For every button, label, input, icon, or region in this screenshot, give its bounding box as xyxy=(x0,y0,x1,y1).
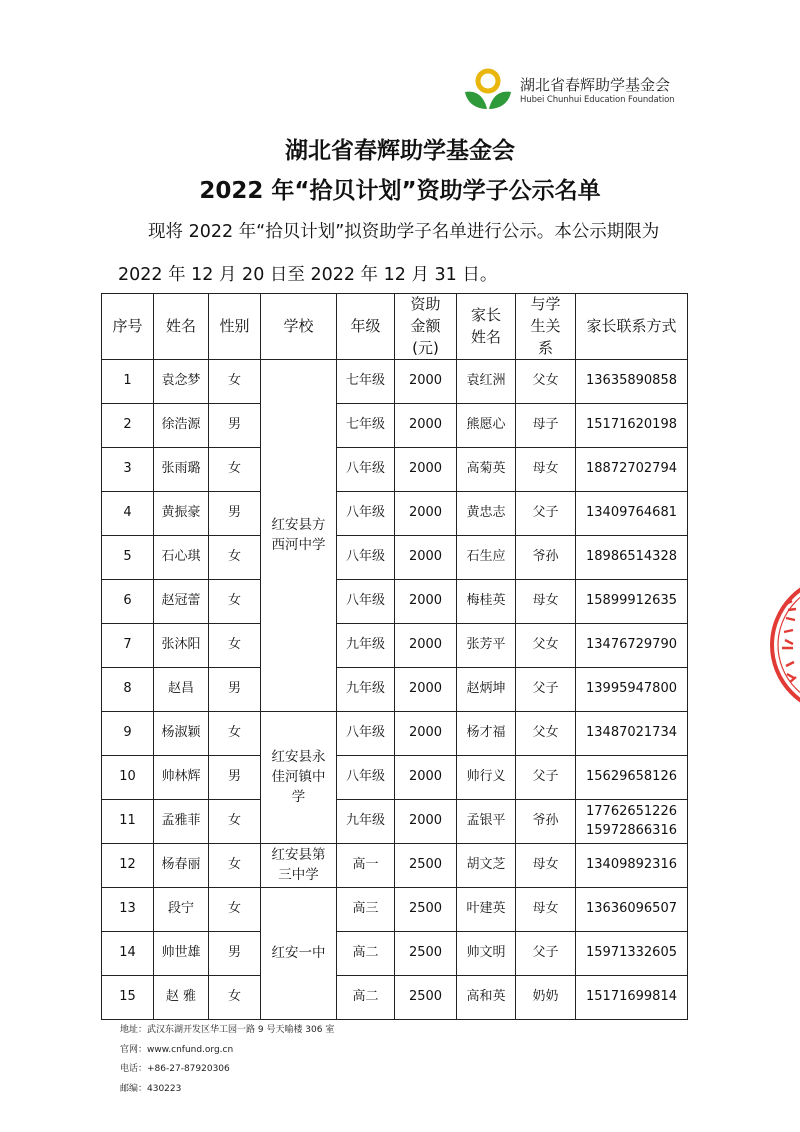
cell-amount: 2500 xyxy=(395,888,457,932)
cell-grade: 八年级 xyxy=(337,492,395,536)
cell-amount: 2000 xyxy=(395,580,457,624)
foundation-logo xyxy=(462,68,692,114)
cell-no: 1 xyxy=(102,360,154,404)
cell-phone: 13487021734 xyxy=(576,712,688,756)
cell-grade: 七年级 xyxy=(337,404,395,448)
logo-org-name-en: Hubei Chunhui Education Foundation xyxy=(520,95,675,105)
cell-parent: 高菊英 xyxy=(457,448,516,492)
cell-phone: 15971332605 xyxy=(576,932,688,976)
cell-gender: 女 xyxy=(209,976,261,1020)
footer-website: 官网：www.cnfund.org.cn xyxy=(120,1044,234,1055)
header-relation: 与学生关系 xyxy=(516,294,576,360)
footer-address: 地址：武汉东湖开发区华工园一路 9 号天喻楼 306 室 xyxy=(120,1025,335,1035)
cell-parent: 张芳平 xyxy=(457,624,516,668)
cell-school xyxy=(261,360,337,712)
cell-phone-line1: 17762651226 xyxy=(586,803,677,819)
cell-phone: 13636096507 xyxy=(576,888,688,932)
cell-name: 袁念梦 xyxy=(154,360,209,404)
cell-grade: 八年级 xyxy=(337,756,395,800)
cell-no: 11 xyxy=(102,800,154,844)
cell-no: 10 xyxy=(102,756,154,800)
cell-parent: 杨才福 xyxy=(457,712,516,756)
cell-gender: 女 xyxy=(209,888,261,932)
cell-gender: 男 xyxy=(209,756,261,800)
cell-no: 15 xyxy=(102,976,154,1020)
cell-amount: 2000 xyxy=(395,536,457,580)
cell-no: 9 xyxy=(102,712,154,756)
footer-phone: 电话：+86-27-87920306 xyxy=(120,1064,230,1074)
cell-school xyxy=(261,888,337,1020)
cell-grade: 八年级 xyxy=(337,712,395,756)
cell-amount: 2000 xyxy=(395,624,457,668)
cell-grade: 八年级 xyxy=(337,536,395,580)
cell-gender: 女 xyxy=(209,536,261,580)
cell-amount: 2000 xyxy=(395,800,457,844)
cell-relation: 父子 xyxy=(516,668,576,712)
cell-grade: 高一 xyxy=(337,844,395,888)
cell-relation: 父子 xyxy=(516,932,576,976)
school-name: 红安一中 xyxy=(271,944,326,961)
school-name: 红安县方西河中学 xyxy=(271,517,326,553)
cell-relation: 奶奶 xyxy=(516,976,576,1020)
table-row xyxy=(102,580,688,624)
header-parent: 家长姓名 xyxy=(457,294,516,360)
cell-relation: 父女 xyxy=(516,624,576,668)
cell-no: 6 xyxy=(102,580,154,624)
table-row xyxy=(102,360,688,404)
cell-gender: 女 xyxy=(209,800,261,844)
cell-phone: 13476729790 xyxy=(576,624,688,668)
cell-parent: 黄忠志 xyxy=(457,492,516,536)
cell-relation: 父子 xyxy=(516,492,576,536)
cell-gender: 女 xyxy=(209,844,261,888)
cell-gender: 男 xyxy=(209,932,261,976)
cell-name: 孟雅菲 xyxy=(154,800,209,844)
cell-no: 7 xyxy=(102,624,154,668)
cell-grade: 七年级 xyxy=(337,360,395,404)
cell-grade: 九年级 xyxy=(337,668,395,712)
cell-parent: 熊愿心 xyxy=(457,404,516,448)
cell-relation: 父子 xyxy=(516,756,576,800)
header-grade: 年级 xyxy=(337,294,395,360)
cell-gender: 女 xyxy=(209,712,261,756)
cell-gender: 女 xyxy=(209,624,261,668)
table-row xyxy=(102,624,688,668)
cell-parent: 梅桂英 xyxy=(457,580,516,624)
cell-phone xyxy=(576,800,688,844)
table-row xyxy=(102,536,688,580)
school-name: 红安县第三中学 xyxy=(271,847,326,883)
table-header-row xyxy=(102,294,688,360)
cell-name: 张雨璐 xyxy=(154,448,209,492)
cell-no: 14 xyxy=(102,932,154,976)
table-row xyxy=(102,844,688,888)
cell-name: 杨淑颖 xyxy=(154,712,209,756)
logo-org-name-cn: 湖北省春辉助学基金会 xyxy=(520,76,671,94)
cell-parent: 帅文明 xyxy=(457,932,516,976)
table-row xyxy=(102,404,688,448)
cell-name: 杨春丽 xyxy=(154,844,209,888)
cell-name: 石心琪 xyxy=(154,536,209,580)
cell-amount: 2000 xyxy=(395,492,457,536)
header-amount: 资助金额(元) xyxy=(395,294,457,360)
cell-parent: 袁红洲 xyxy=(457,360,516,404)
cell-phone: 18986514328 xyxy=(576,536,688,580)
cell-grade: 高二 xyxy=(337,976,395,1020)
table-row xyxy=(102,800,688,844)
header-phone: 家长联系方式 xyxy=(576,294,688,360)
cell-amount: 2500 xyxy=(395,844,457,888)
cell-no: 13 xyxy=(102,888,154,932)
header-no: 序号 xyxy=(102,294,154,360)
cell-parent: 高和英 xyxy=(457,976,516,1020)
cell-name: 张沐阳 xyxy=(154,624,209,668)
cell-relation: 父女 xyxy=(516,712,576,756)
table-row xyxy=(102,932,688,976)
cell-gender: 女 xyxy=(209,580,261,624)
cell-name: 赵冠蕾 xyxy=(154,580,209,624)
cell-amount: 2000 xyxy=(395,668,457,712)
cell-phone: 18872702794 xyxy=(576,448,688,492)
cell-phone: 13635890858 xyxy=(576,360,688,404)
header-name: 姓名 xyxy=(154,294,209,360)
cell-no: 4 xyxy=(102,492,154,536)
cell-phone-line2: 15972866316 xyxy=(586,822,677,838)
cell-name: 帅林辉 xyxy=(154,756,209,800)
cell-gender: 女 xyxy=(209,360,261,404)
cell-amount: 2000 xyxy=(395,448,457,492)
table-row xyxy=(102,492,688,536)
cell-parent: 帅行义 xyxy=(457,756,516,800)
cell-gender: 男 xyxy=(209,668,261,712)
notice-paragraph-line2: 2022 年 12 月 20 日至 2022 年 12 月 31 日。 xyxy=(118,265,498,285)
cell-name: 段宁 xyxy=(154,888,209,932)
table-row xyxy=(102,448,688,492)
cell-parent: 石生应 xyxy=(457,536,516,580)
cell-school xyxy=(261,844,337,888)
cell-gender: 男 xyxy=(209,492,261,536)
cell-gender: 男 xyxy=(209,404,261,448)
cell-gender: 女 xyxy=(209,448,261,492)
cell-school xyxy=(261,712,337,844)
cell-phone: 13409892316 xyxy=(576,844,688,888)
cell-relation: 爷孙 xyxy=(516,800,576,844)
cell-phone: 13995947800 xyxy=(576,668,688,712)
cell-relation: 爷孙 xyxy=(516,536,576,580)
cell-no: 3 xyxy=(102,448,154,492)
cell-name: 黄振豪 xyxy=(154,492,209,536)
cell-amount: 2000 xyxy=(395,360,457,404)
cell-name: 徐浩源 xyxy=(154,404,209,448)
recipient-table xyxy=(101,293,688,1020)
footer-contact xyxy=(120,1021,334,1099)
cell-grade: 高二 xyxy=(337,932,395,976)
table-row xyxy=(102,976,688,1020)
cell-relation: 母女 xyxy=(516,580,576,624)
cell-phone: 15171620198 xyxy=(576,404,688,448)
cell-grade: 高三 xyxy=(337,888,395,932)
cell-relation: 母女 xyxy=(516,844,576,888)
cell-grade: 八年级 xyxy=(337,580,395,624)
header-gender: 性别 xyxy=(209,294,261,360)
cell-name: 帅世雄 xyxy=(154,932,209,976)
cell-parent: 胡文芝 xyxy=(457,844,516,888)
cell-amount: 2500 xyxy=(395,976,457,1020)
table-row xyxy=(102,756,688,800)
document-org-title: 湖北省春辉助学基金会 xyxy=(285,138,515,164)
cell-no: 12 xyxy=(102,844,154,888)
cell-no: 2 xyxy=(102,404,154,448)
cell-relation: 母女 xyxy=(516,448,576,492)
cell-phone: 13409764681 xyxy=(576,492,688,536)
cell-grade: 八年级 xyxy=(337,448,395,492)
cell-name: 赵 雅 xyxy=(154,976,209,1020)
cell-relation: 父女 xyxy=(516,360,576,404)
cell-phone: 15899912635 xyxy=(576,580,688,624)
cell-grade: 九年级 xyxy=(337,800,395,844)
cell-amount: 2000 xyxy=(395,712,457,756)
cell-no: 5 xyxy=(102,536,154,580)
cell-phone: 15629658126 xyxy=(576,756,688,800)
cell-name: 赵昌 xyxy=(154,668,209,712)
document-list-title: 2022 年“拾贝计划”资助学子公示名单 xyxy=(199,178,601,204)
cell-amount: 2500 xyxy=(395,932,457,976)
foundation-logo-icon xyxy=(462,68,514,112)
cell-parent: 孟银平 xyxy=(457,800,516,844)
school-name: 红安县永佳河镇中学 xyxy=(271,749,326,805)
header-school: 学校 xyxy=(261,294,337,360)
table-row xyxy=(102,888,688,932)
cell-grade: 九年级 xyxy=(337,624,395,668)
cell-parent: 赵炳坤 xyxy=(457,668,516,712)
cell-phone: 15171699814 xyxy=(576,976,688,1020)
cell-no: 8 xyxy=(102,668,154,712)
cell-relation: 母子 xyxy=(516,404,576,448)
notice-paragraph-line1: 现将 2022 年“拾贝计划”拟资助学子名单进行公示。本公示期限为 xyxy=(148,222,660,242)
table-row xyxy=(102,712,688,756)
footer-postcode: 邮编：430223 xyxy=(120,1083,182,1094)
cell-amount: 2000 xyxy=(395,404,457,448)
cell-parent: 叶建英 xyxy=(457,888,516,932)
cell-amount: 2000 xyxy=(395,756,457,800)
cell-relation: 母女 xyxy=(516,888,576,932)
official-seal-stamp xyxy=(728,570,800,720)
table-row xyxy=(102,668,688,712)
